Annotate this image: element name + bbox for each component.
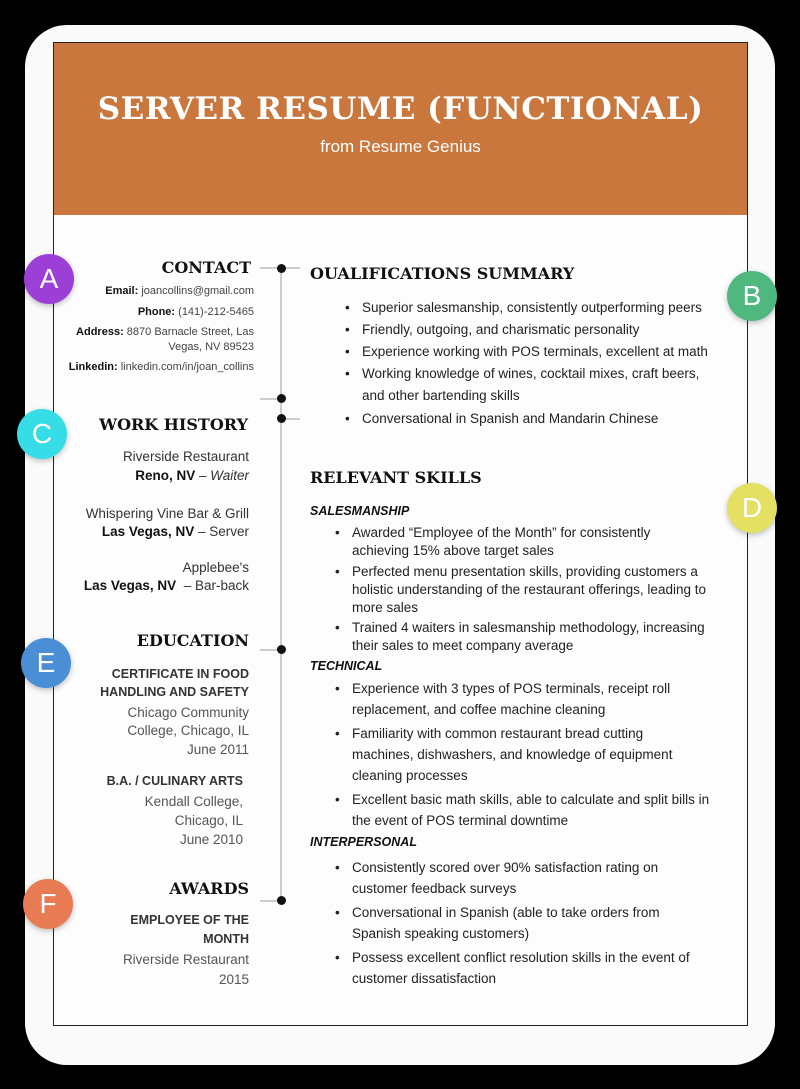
timeline-dot bbox=[277, 264, 286, 273]
skill-item: • Trained 4 waiters in salesmanship methodology, increasing their sales to meet company average bbox=[352, 619, 712, 655]
school: Kendall College, bbox=[144, 794, 243, 809]
timeline-line bbox=[280, 268, 282, 900]
resume-title: SERVER RESUME (FUNCTIONAL) bbox=[97, 91, 704, 127]
award-year: 2015 bbox=[218, 972, 249, 987]
badge-c: C bbox=[17, 409, 67, 459]
linkedin-label: Linkedin: bbox=[68, 361, 118, 373]
qualification-item: • Working knowledge of wines, cocktail mixes, craft beers, and other bartending skills bbox=[362, 363, 712, 407]
skill-item: • Consistently scored over 90% satisfaction rating on customer feedback surveys bbox=[352, 857, 672, 899]
badge-e: E bbox=[21, 638, 71, 688]
skill-item: • Excellent basic math skills, able to calculate and split bills in the event of POS terminal downtime bbox=[352, 789, 717, 831]
award-place: Riverside Restaurant bbox=[122, 952, 249, 967]
skill-item: • Awarded “Employee of the Month” for consistently achieving 15% above target sales bbox=[352, 524, 702, 560]
degree: CERTIFICATE IN FOOD bbox=[111, 667, 249, 681]
email-value: joancollins@gmail.com bbox=[141, 285, 254, 297]
edu-date: June 2010 bbox=[179, 832, 243, 847]
timeline-dot bbox=[277, 896, 286, 905]
contact-address-2: Vegas, NV 89523 bbox=[168, 341, 254, 353]
contact-phone bbox=[138, 304, 254, 320]
skill-category: INTERPERSONAL bbox=[310, 835, 417, 849]
qualification-item: • Friendly, outgoing, and charismatic personality bbox=[362, 319, 722, 341]
timeline-dot bbox=[277, 394, 286, 403]
school: Chicago, IL bbox=[174, 813, 243, 828]
job-employer: Riverside Restaurant bbox=[122, 449, 249, 464]
degree: B.A. / CULINARY ARTS bbox=[106, 774, 243, 788]
contact-linkedin bbox=[69, 359, 254, 375]
email-label: Email: bbox=[105, 285, 139, 297]
job-details: Las Vegas, NV – Bar-back bbox=[83, 578, 249, 593]
resume-subtitle: from Resume Genius bbox=[320, 137, 481, 156]
skill-item: • Perfected menu presentation skills, providing customers a holistic understanding of the restaurant offerings, leading to more sales bbox=[352, 563, 712, 617]
job-employer: Applebee's bbox=[182, 560, 249, 575]
degree: HANDLING AND SAFETY bbox=[100, 685, 249, 699]
badge-b: B bbox=[727, 271, 777, 321]
badge-f: F bbox=[23, 879, 73, 929]
contact-address bbox=[76, 324, 254, 340]
skill-category: SALESMANSHIP bbox=[310, 504, 410, 518]
school: College, Chicago, IL bbox=[127, 723, 249, 738]
skill-item: • Experience with 3 types of POS terminals, receipt roll replacement, and coffee machine cleaning bbox=[352, 678, 692, 720]
work-history-heading: WORK HISTORY bbox=[99, 415, 248, 434]
timeline-dot bbox=[277, 414, 286, 423]
skill-item: • Familiarity with common restaurant bread cutting machines, dishwashers, and knowledge of equipment cleaning processes bbox=[352, 723, 687, 786]
award-name: MONTH bbox=[203, 932, 249, 946]
contact-heading: CONTACT bbox=[161, 258, 251, 277]
education-heading: EDUCATION bbox=[136, 631, 249, 650]
badge-d: D bbox=[727, 483, 777, 533]
school: Chicago Community bbox=[127, 705, 249, 720]
phone-value: (141)-212-5465 bbox=[178, 306, 254, 318]
timeline-dot bbox=[277, 645, 286, 654]
edu-date: June 2011 bbox=[186, 742, 249, 757]
contact-email bbox=[105, 283, 254, 299]
qualification-item: • Experience working with POS terminals, excellent at math bbox=[362, 341, 722, 363]
award-name: EMPLOYEE OF THE bbox=[130, 913, 249, 927]
skill-category: TECHNICAL bbox=[310, 659, 383, 673]
skill-item: • Possess excellent conflict resolution skills in the event of customer dissatisfaction bbox=[352, 947, 712, 989]
address-label: Address: bbox=[76, 326, 124, 338]
job-details: Las Vegas, NV – Server bbox=[101, 524, 249, 539]
qualification-item: • Superior salesmanship, consistently outperforming peers bbox=[362, 297, 722, 319]
qualification-item: • Conversational in Spanish and Mandarin Chinese bbox=[362, 408, 722, 430]
awards-heading: AWARDS bbox=[169, 879, 249, 898]
phone-label: Phone: bbox=[137, 306, 176, 318]
linkedin-value: linkedin.com/in/joan_collins bbox=[120, 361, 254, 373]
skills-heading: RELEVANT SKILLS bbox=[310, 468, 482, 487]
job-details: Reno, NV – Waiter bbox=[135, 468, 249, 483]
qualifications-heading: OUALIFICATIONS SUMMARY bbox=[310, 264, 575, 283]
badge-a: A bbox=[24, 254, 74, 304]
address-line-1: 8870 Barnacle Street, Las bbox=[126, 326, 254, 338]
job-employer: Whispering Vine Bar & Grill bbox=[85, 506, 249, 521]
skill-item: • Conversational in Spanish (able to take orders from Spanish speaking customers) bbox=[352, 902, 697, 944]
resume-header bbox=[54, 43, 747, 215]
